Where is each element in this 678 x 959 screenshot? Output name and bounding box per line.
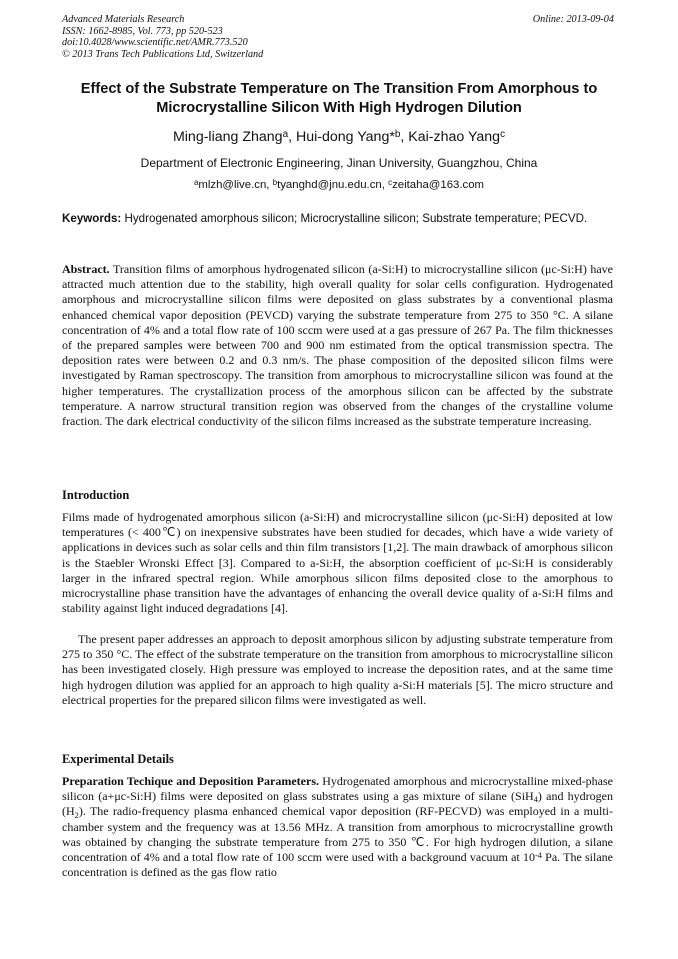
author-name: Hui-dong Yang* [296,129,395,145]
keywords-label: Keywords: [62,212,122,225]
journal-name: Advanced Materials Research [62,14,185,25]
text-run: ) and hydrogen (H [62,789,613,819]
introduction-paragraph-2: The present paper addresses an approach to deposit amorphous silicon by adjusting substrate temperature from 275 to 350 °C. The effect of the substrate temperature on the transition from amorphous to microcrystalline silicon has been investigated closely. High pressure was employed to increase the deposition rates, and at the same time high hydrogen dilution was applied for an approach to high quality a-Si:H materials [5]. The micro structure and electrical properties for the prepared silicon films were investigated as well. [62,632,613,707]
subscript: 2 [74,810,79,820]
email-mark: b [272,177,278,187]
subsection-run-in: Preparation Techique and Deposition Parameters. [62,774,319,788]
keywords [62,212,613,226]
journal-header [62,14,263,60]
affiliation: Department of Electronic Engineering, Jinan University, Guangzhou, China [140,156,538,170]
text-run: ). The radio-frequency plasma enhanced chemical vapor deposition (RF-PECVD) was employed in a multi-chamber system and the frequency was at 13.56 MHz. A transition from amorphous to microcrystalline growth was obtained by changing the substrate temperature from 275 to 350 ℃. For high hydrogen dilution, a silane concentration of 4% and a total flow rate of 100 sccm were used with a background vacuum at 10 [62,804,613,865]
author-separator: , [400,129,409,145]
superscript: -4 [534,850,542,860]
abstract [62,262,613,429]
author-affil-mark: a [282,129,289,141]
doi-line: doi:10.4028/www.scientific.net/AMR.773.520 [62,37,248,49]
experimental-paragraph [62,774,613,880]
email-separator: , [381,179,389,191]
online-date: Online: 2013-09-04 [532,14,614,25]
abstract-label: Abstract. [62,262,110,276]
paper-title: Effect of the Substrate Temperature on The Transition From Amorphous to Microcrystalline Silicon With High Hydrogen Dilution [80,81,598,116]
copyright-line: © 2013 Trans Tech Publications Ltd, Switzerland [62,48,264,60]
keywords-text: Hydrogenated amorphous silicon; Microcrystalline silicon; Substrate temperature; PECVD. [124,212,588,225]
author-name: Kai-zhao Yang [408,129,501,145]
author-separator: , [288,129,296,145]
author-affil-mark: c [500,129,506,141]
email-mark: c [388,177,393,187]
introduction-heading: Introduction [62,488,130,502]
email-address[interactable]: tyanghd@jnu.edu.cn [277,179,382,191]
subscript: 4 [533,795,538,805]
email-list [40,178,638,193]
email-address[interactable]: mlzh@live.cn [198,179,267,191]
abstract-text: Transition films of amorphous hydrogenated silicon (a-Si:H) to microcrystalline silicon (μc-Si:H) have attracted much attention due to the stability, high overall quality for solar cells configuration. Hydrogenated amorphous and microcrystalline silicon films were deposited on glass substrates by a conventional plasma enhanced chemical vapor deposition (PEVCD) varying the substrate temperature from 275 to 350 °C. A silane concentration of 4% and a total flow rate of 100 sccm were used at a gas pressure of 267 Pa. The film thicknesses of the prepared samples were between 700 and 900 nm estimated from the optical transmission spectra. The deposition rates were between 0.2 and 0.3 nm/s. The phase composition of the deposited silicon films were investigated by Raman spectroscopy. The transition from amorphous to microcrystalline silicon was found at the higher temperatures. The crystallization process of the amorphous silicon can be affected by the substrate temperature. A narrow structural transition region was observed from the changes of the crystalline volume fraction. The dark electrical conductivity of the silicon films increased as the substrate temperature increasing. [62,262,613,429]
experimental-heading: Experimental Details [62,752,174,766]
email-address[interactable]: zeitaha@163.com [392,179,485,191]
issn-line: ISSN: 1662-8985, Vol. 773, pp 520-523 [62,25,223,37]
email-mark: a [193,177,199,187]
text-run: Hydrogenated amorphous and microcrystalline mixed-phase silicon (a+μc-Si:H) films were deposited on glass substrates using a gas mixture of silane (SiH [62,774,613,804]
text-run: Pa. The silane concentration is defined as the gas flow ratio [62,850,613,880]
author-list [40,128,638,146]
author-name: Ming-liang Zhang [172,129,283,145]
introduction-paragraph-1: Films made of hydrogenated amorphous silicon (a-Si:H) and microcrystalline silicon (μc-Si:H) deposited at low temperatures (< 400℃) on inexpensive substrates have been studied for decades, which have a wide variety of applications in devices such as solar cells and thin film transistors [1,2]. The main drawback of amorphous silicon is the Staebler Wronski Effect [3]. Compared to a-Si:H, the absorption coefficient of μc-Si:H is considerably larger in the infrared spectral region. While amorphous silicon films deposited close to the amorphous to microcrystalline phase transition have the advantages of enhancing the overall device quality of a-Si:H films and stability against light induced degradations [4]. [62,510,613,616]
author-affil-mark: b [394,129,401,141]
email-separator: , [266,179,273,191]
